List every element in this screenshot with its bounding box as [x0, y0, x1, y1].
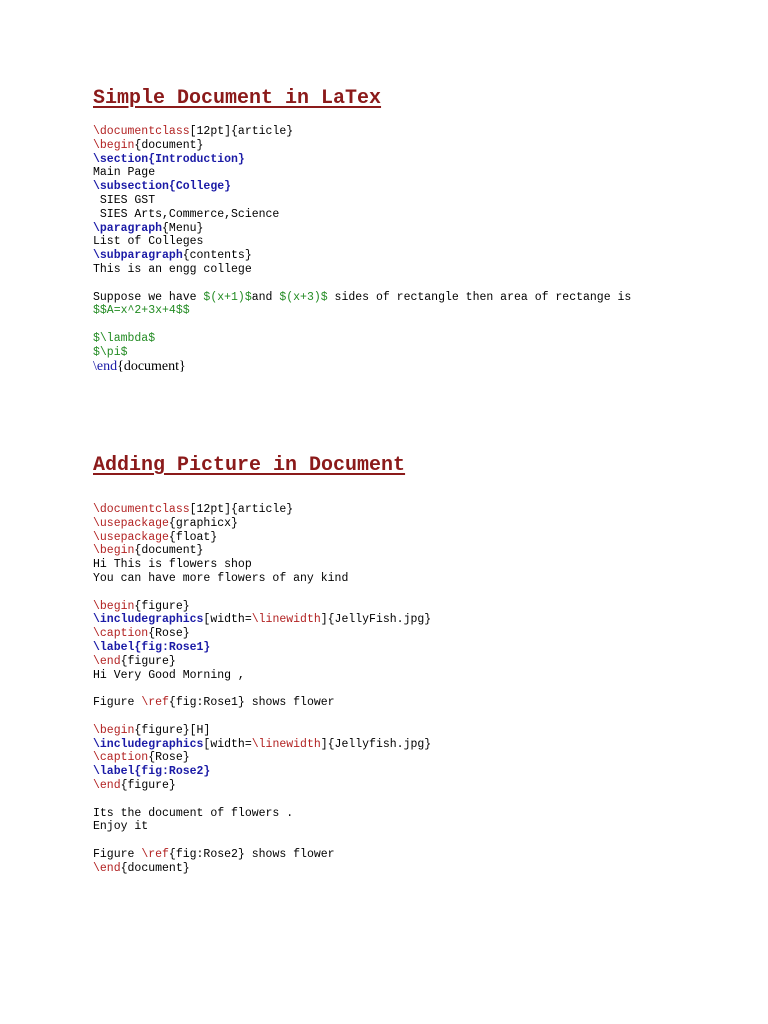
code-line: [93, 655, 431, 669]
code-token: This is an engg college: [93, 262, 252, 276]
code-token: \subparagraph: [93, 249, 183, 263]
code-token: SIES Arts,Commerce,Science: [93, 207, 280, 221]
code-token: {contents}: [182, 249, 252, 263]
code-token: \paragraph: [93, 221, 163, 235]
code-line: [93, 572, 431, 586]
code-token: {document}: [120, 861, 190, 875]
code-line: [93, 153, 631, 167]
code-token: {graphicx}: [168, 516, 238, 530]
code-token: Its the document of flowers .: [93, 806, 294, 820]
code-line: [93, 834, 431, 848]
code-token: {figure}: [120, 778, 176, 792]
code-token: ]{JellyFish.jpg}: [320, 613, 432, 627]
code-token: \end: [93, 358, 118, 374]
code-line: [93, 765, 431, 779]
code-line: [93, 531, 431, 545]
code-token: \subsection{College}: [93, 180, 232, 194]
code-line: [93, 291, 631, 305]
code-token: {Menu}: [162, 221, 204, 235]
code-token: {document}: [117, 358, 186, 374]
code-line: [93, 503, 431, 517]
code-token: You can have more flowers of any kind: [93, 571, 349, 585]
code-token: \end: [93, 654, 121, 668]
code-token: \begin: [93, 544, 135, 558]
code-token: \end: [93, 778, 121, 792]
code-line: [93, 194, 631, 208]
code-token: \includegraphics: [93, 613, 204, 627]
code-token: {fig:Rose1} shows flower: [168, 696, 335, 710]
code-token: ]{Jellyfish.jpg}: [320, 737, 432, 751]
code-token: \begin: [93, 599, 135, 613]
code-line: [93, 641, 431, 655]
code-token: \caption: [93, 627, 149, 641]
code-token: \linewidth: [251, 737, 321, 751]
code-line: [93, 627, 431, 641]
code-token: $$A=x^2+3x+4$$: [93, 304, 190, 318]
code-line: [93, 848, 431, 862]
code-line: [93, 304, 631, 318]
code-token: \label{fig:Rose1}: [93, 640, 211, 654]
code-token: \documentclass: [93, 503, 190, 516]
code-token: $\lambda$: [93, 331, 156, 345]
code-token: \includegraphics: [93, 737, 204, 751]
code-line: [93, 696, 431, 710]
code-line: [93, 669, 431, 683]
code-line: [93, 586, 431, 600]
code-token: Suppose we have: [93, 290, 204, 304]
code-line: [93, 318, 631, 332]
code-token: \usepackage: [93, 516, 169, 530]
code-token: [width=: [203, 737, 252, 751]
code-line: [93, 332, 631, 346]
code-line: [93, 180, 631, 194]
code-token: {document}: [134, 138, 204, 152]
code-line: [93, 277, 631, 291]
section-title: Simple Document in LaTex: [93, 87, 382, 110]
code-token: {fig:Rose2} shows flower: [168, 847, 335, 861]
code-line: [93, 820, 431, 834]
code-line: [93, 558, 431, 572]
code-block: [93, 503, 431, 876]
code-token: $\pi$: [93, 345, 128, 359]
code-token: Main Page: [93, 166, 156, 180]
code-token: {Rose}: [148, 627, 190, 641]
code-token: \ref: [141, 696, 169, 710]
code-token: {Rose}: [148, 751, 190, 765]
code-token: Hi Very Good Morning ,: [93, 668, 245, 682]
code-line: [93, 724, 431, 738]
code-token: Enjoy it: [93, 820, 149, 834]
code-token: [12pt]{article}: [189, 125, 294, 138]
code-token: \label{fig:Rose2}: [93, 765, 211, 779]
code-line: [93, 235, 631, 249]
code-token: \section{Introduction}: [93, 152, 245, 166]
code-token: $(x+1)$: [203, 290, 252, 304]
code-token: {figure}[H]: [134, 723, 211, 737]
code-line: [93, 208, 631, 222]
code-token: List of Colleges: [93, 235, 204, 249]
code-token: {float}: [168, 530, 218, 544]
code-line: [93, 682, 431, 696]
code-token: Figure: [93, 847, 142, 861]
code-line: [93, 125, 631, 139]
code-block: [93, 125, 631, 373]
code-line: [93, 263, 631, 277]
code-token: [width=: [203, 613, 252, 627]
code-line: [93, 779, 431, 793]
code-token: and: [251, 290, 280, 304]
code-token: \usepackage: [93, 530, 169, 544]
code-token: \linewidth: [251, 613, 321, 627]
code-line: [93, 166, 631, 180]
code-line: [93, 346, 631, 360]
code-line: [93, 139, 631, 153]
code-token: {figure}: [134, 599, 190, 613]
code-token: {figure}: [120, 654, 176, 668]
code-line: [93, 710, 431, 724]
code-token: \begin: [93, 138, 135, 152]
code-token: Figure: [93, 696, 142, 710]
code-token: {document}: [134, 544, 204, 558]
code-token: \documentclass: [93, 125, 190, 138]
code-token: $(x+3)$: [279, 290, 328, 304]
code-line: [93, 751, 431, 765]
code-line: [93, 600, 431, 614]
code-token: sides of rectangle then area of rectange is: [327, 290, 632, 304]
code-token: SIES GST: [93, 193, 156, 207]
code-token: \begin: [93, 723, 135, 737]
code-token: \ref: [141, 847, 169, 861]
code-token: Hi This is flowers shop: [93, 558, 252, 572]
code-token: \caption: [93, 751, 149, 765]
code-token: [12pt]{article}: [189, 503, 294, 516]
code-line: [93, 738, 431, 752]
code-line: [93, 249, 631, 263]
code-line: [93, 544, 431, 558]
code-line: [93, 862, 431, 876]
code-line: [93, 613, 431, 627]
section-title: Adding Picture in Document: [93, 454, 406, 477]
code-line: [93, 517, 431, 531]
code-token: \end: [93, 861, 121, 875]
code-line: [93, 807, 431, 821]
code-line: [93, 222, 631, 236]
code-line: [93, 360, 631, 374]
code-line: [93, 793, 431, 807]
